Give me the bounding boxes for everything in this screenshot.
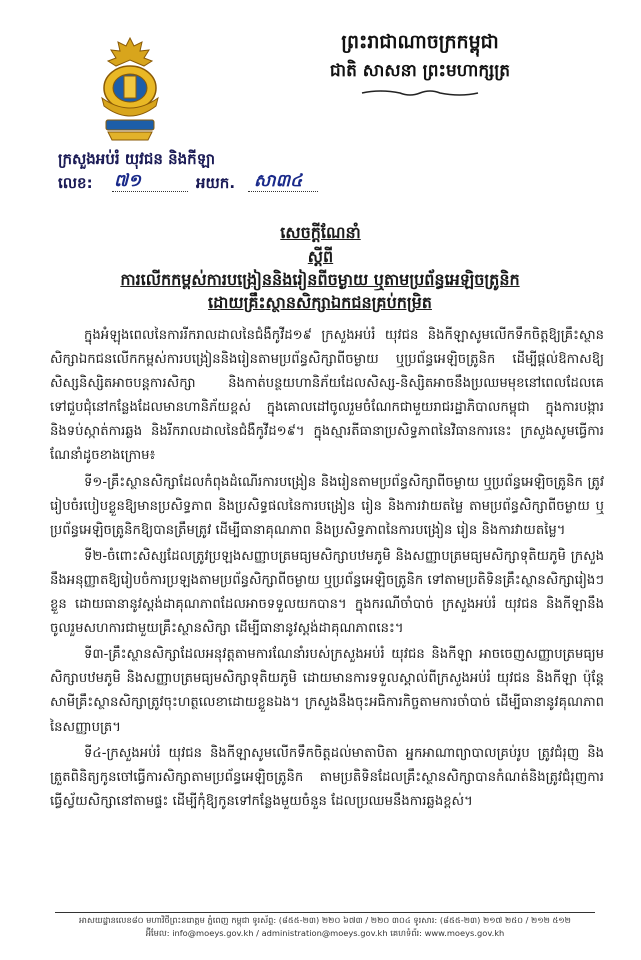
- national-motto: ជាតិ សាសនា ព្រះមហាក្សត្រ: [329, 61, 511, 81]
- reference-code: អយក.: [196, 174, 236, 192]
- kingdom-title: ព្រះរាជាណាចក្រកម្ពុជា: [341, 31, 499, 53]
- reference-label: លេខ:: [58, 174, 93, 192]
- document-body: [50, 324, 604, 816]
- ministry-name: ក្រសួងអប់រំ យុវជន និងកីឡា: [58, 150, 216, 168]
- ministry-emblem: [90, 36, 170, 144]
- footer-address: អាសយដ្ឋានលេខ៨០ មហាវិថីព្រះនរោត្តម ភ្នំពេញ កម្ពុជា ទូរស័ព្ទ: (៨៥៥-២៣) ២២០ ៦៧៣ / ២២០ ៣០៤ ទូរសារ: (៨៥៥-២៣) ២១៧ ២៥០ / ២១២ ៥១២: [79, 915, 571, 925]
- document-subject: [40, 268, 600, 314]
- subject-line-2: ដោយគ្រឹះស្ថានសិក្សាឯកជនគ្រប់កម្រិត: [208, 293, 432, 312]
- intro-paragraph: ក្នុងអំឡុងពេលនៃការរីករាលដាលនៃជំងឺកូវីដ១៩ ក្រសួងអប់រំ យុវជន និងកីឡាសូមលើកទឹកចិត្តឱ្យគ្រឹះស្ថានសិក្សាឯកជនលើកកម្ពស់ការបង្រៀននិងរៀនតាមប្រព័ន្ធសិក្សាពីចម្ងាយ ឬប្រព័ន្ធអេឡិចត្រូនិក ដើម្បីផ្តល់ឱកាសឱ្យសិស្សនិស្សិតអាចបន្តការសិក្សា និងកាត់បន្ថយហានិភ័យដែលសិស្ស-និស្សិតអាចនឹងប្រឈមមុខនៅពេលដែលគេទៅជួបជុំនៅកន្លែងដែលមានហានិភ័យខ្ពស់ ក្នុងគោលដៅចូលរួមចំណែកជាមួយរាជរដ្ឋាភិបាលកម្ពុជា ក្នុងការបង្ការនិងទប់ស្កាត់ការឆ្លង និងរីករាលដាលនៃជំងឺកូវីដ១៩។ ក្នុងស្មារតីធានាប្រសិទ្ធភាពនៃវិធានការនេះ ក្រសួងសូមធ្វើការណែនាំដូចខាងក្រោម៖: [50, 328, 604, 464]
- footer-divider: [55, 912, 595, 913]
- footer-contact: [40, 914, 610, 940]
- instruction-item-3: ទី៣-គ្រឹះស្ថានសិក្សាដែលអនុវត្តតាមការណែនាំរបស់ក្រសួងអប់រំ យុវជន និងកីឡា អាចចេញសញ្ញាបត្រមធ្យមសិក្សាបឋមភូមិ និងសញ្ញាបត្រមធ្យមសិក្សាទុតិយភូមិ ដោយមានការទទួលស្គាល់ពីក្រសួងអប់រំ យុវជន និងកីឡា ប៉ុន្តែសាមីគ្រឹះស្ថានសិក្សាត្រូវចុះហត្ថលេខាដោយខ្លួនឯង។ ក្រសួងនឹងចុះអធិការកិច្ចតាមការចាំបាច់ ដើម្បីធានានូវគុណភាពនៃសញ្ញាបត្រ។: [50, 647, 604, 735]
- about-label: ស្តីពី: [307, 247, 334, 266]
- document-type: សេចក្តីណែនាំ: [280, 223, 361, 242]
- reference-number: [58, 171, 458, 198]
- instruction-item-2: ទី២-ចំពោះសិស្សដែលត្រូវប្រឡងសញ្ញាបត្រមធ្យមសិក្សាបឋមភូមិ និងសញ្ញាបត្រមធ្យមសិក្សាទុតិយភូមិ ក្រសួងនឹងអនុញ្ញាតឱ្យរៀបចំការប្រឡងតាមប្រព័ន្ធសិក្សាពីចម្ងាយ ឬប្រព័ន្ធអេឡិចត្រូនិក ទៅតាមប្រតិទិនគ្រឹះស្ថានសិក្សារៀងៗខ្លួន ដោយធានានូវស្តង់ដាគុណភាពដែលអាចទទួលយកបាន។ ក្នុងករណីចាំបាច់ ក្រសួងអប់រំ យុវជន និងកីឡានឹងចូលរួមសហការជាមួយគ្រឹះស្ថានសិក្សា ដើម្បីធានានូវស្តង់ដាគុណភាពនេះ។: [50, 548, 604, 637]
- instruction-item-1: ទី១-គ្រឹះស្ថានសិក្សាដែលកំពុងដំណើរការបង្រៀន និងរៀនតាមប្រព័ន្ធសិក្សាពីចម្ងាយ ឬប្រព័ន្ធអេឡិចត្រូនិក ត្រូវរៀបចំរបៀបខ្លួនឱ្យមានប្រសិទ្ធភាព និងប្រសិទ្ធផលនៃការបង្រៀន រៀន និងការវាយតម្លៃ តាមប្រព័ន្ធសិក្សាពីចម្ងាយ ឬប្រព័ន្ធអេឡិចត្រូនិកឱ្យបានត្រឹមត្រូវ ដើម្បីធានាគុណភាព និងប្រសិទ្ធភាពនៃការបង្រៀន រៀន និងការវាយតម្លៃ។: [50, 474, 604, 538]
- reference-dotline-2: [248, 191, 318, 192]
- subject-line-1: ការលើកកម្ពស់ការបង្រៀននិងរៀនពីចម្ងាយ ឬតាមប្រព័ន្ធអេឡិចត្រូនិក: [120, 270, 520, 289]
- reference-number-handwritten: ៧១: [114, 171, 141, 191]
- footer-email-web: អ៊ីមែល: info@moeys.gov.kh / administration@moeys.gov.kh គេហទំព័រ: www.moeys.gov.kh: [145, 928, 505, 938]
- reference-suffix-handwritten: សា៣៤: [254, 171, 303, 191]
- ministry-emblem-icon: [102, 38, 158, 140]
- ornament-divider: [360, 88, 480, 98]
- instruction-item-4: ទី៤-ក្រសួងអប់រំ យុវជន និងកីឡាសូមលើកទឹកចិត្តដល់មាតាបិតា អ្នកអាណាព្យាបាលគ្រប់រូប ត្រូវជំរុញ និងត្រួតពិនិត្យកូនចៅធ្វើការសិក្សាតាមប្រព័ន្ធអេឡិចត្រូនិក តាមប្រតិទិនដែលគ្រឹះស្ថានសិក្សាបានកំណត់និងត្រូវជំរុញការធ្វើស្វ័យសិក្សានៅតាមផ្ទះ ដើម្បីកុំឱ្យកូនទៅកន្លែងមួយចំនួន ដែលប្រឈមនឹងការឆ្លងខ្ពស់។: [50, 745, 604, 809]
- reference-dotline: [112, 191, 188, 192]
